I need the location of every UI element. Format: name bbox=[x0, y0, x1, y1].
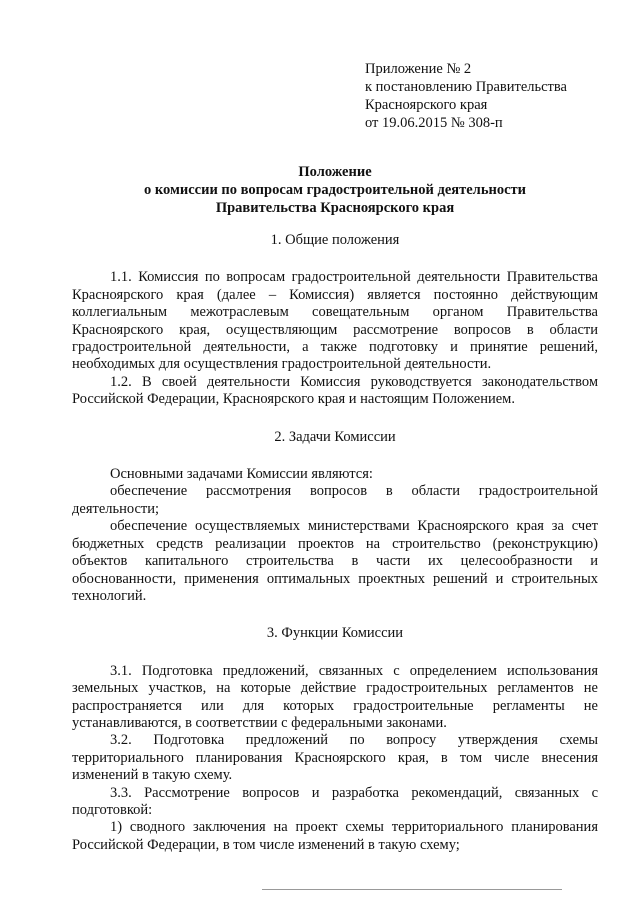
paragraph-3-3: 3.3. Рассмотрение вопросов и разработка рекомендаций, связанных с подготовкой: bbox=[72, 784, 598, 818]
paragraph-2-task-1: обеспечение рассмотрения вопросов в области градостроительной деятельности; bbox=[72, 483, 598, 517]
page-edge-line bbox=[262, 889, 562, 890]
annex-line-1: Приложение № 2 bbox=[365, 61, 472, 77]
paragraph-2-intro: Основными задачами Комиссии являются: bbox=[110, 466, 373, 483]
annex-line-2: к постановлению Правительства bbox=[365, 79, 567, 95]
paragraph-2-task-2: обеспечение осуществляемых министерствами Красноярского края за счет бюджетных средств реализации проектов на строительство (реконструкцию) объектов капитального строительства в части их целесообразности и обоснованности, применения оптимальных проектных решений и строительных технологий. bbox=[72, 518, 598, 604]
document-body bbox=[72, 232, 598, 854]
title-line-1: Положение bbox=[298, 164, 372, 180]
title-line-3: Правительства Красноярского края bbox=[215, 200, 455, 216]
section-2-heading: 2. Задачи Комиссии bbox=[274, 428, 396, 445]
title-line-2: о комиссии по вопросам градостроительной деятельности bbox=[143, 182, 527, 198]
section-3-heading: 3. Функции Комиссии bbox=[266, 625, 404, 642]
document-title bbox=[72, 163, 598, 217]
paragraph-3-1: 3.1. Подготовка предложений, связанных с определением использования земельных участков, на которые действие градостроительных регламентов не распространяется или для которых градостроительные регламенты не устанавливаются, в соответствии с федеральными законами. bbox=[72, 662, 598, 731]
annex-line-4: от 19.06.2015 № 308-п bbox=[365, 115, 503, 131]
paragraph-3-2: 3.2. Подготовка предложений по вопросу утверждения схемы территориального планирования Красноярского края, в том числе внесения изменений в такую схему. bbox=[72, 732, 598, 784]
paragraph-1-1: 1.1. Комиссия по вопросам градостроительной деятельности Правительства Красноярского края (далее – Комиссия) является постоянно действующим коллегиальным межотраслевым совещательным органом Правительства Красноярского края, осуществляющим рассмотрение вопросов в области градостроительной деятельности, а также подготовку и принятие решений, необходимых для осуществления градостроительной деятельности. bbox=[72, 269, 598, 373]
section-1-heading: 1. Общие положения bbox=[270, 232, 400, 248]
annex-block bbox=[365, 60, 615, 132]
annex-line-3: Красноярского края bbox=[365, 97, 488, 113]
paragraph-3-3-item-1: 1) сводного заключения на проект схемы территориального планирования Российской Федерации, в том числе изменений в такую схему; bbox=[72, 819, 598, 853]
paragraph-1-2: 1.2. В своей деятельности Комиссия руководствуется законодательством Российской Федерации, Красноярского края и настоящим Положением. bbox=[72, 373, 598, 408]
